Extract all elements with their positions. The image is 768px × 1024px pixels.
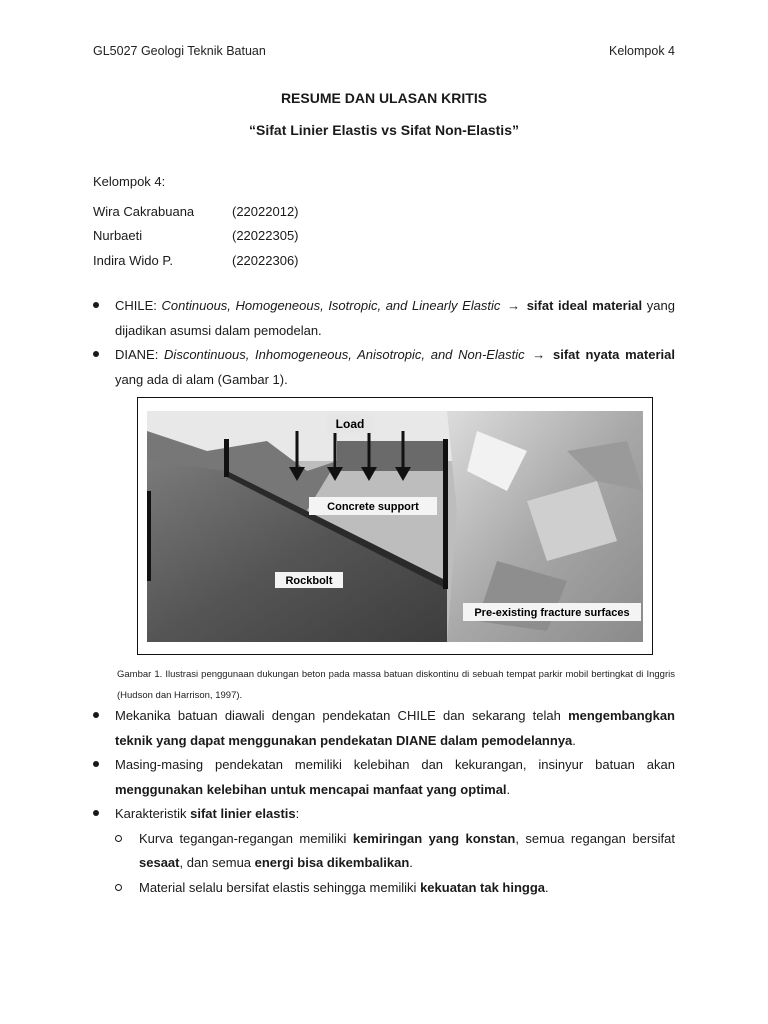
group-label: Kelompok 4: <box>93 174 166 189</box>
sub-bullet-ring-icon <box>115 835 122 842</box>
sub-bullet-item <box>93 827 675 876</box>
right-arrow-icon: → <box>532 347 546 362</box>
bullet-text: Masing-masing pendekatan memiliki kelebihan dan kekurangan, insinyur batuan akan <box>115 757 675 772</box>
figure-image <box>147 411 643 642</box>
member-row <box>93 224 299 249</box>
bullet-diane <box>93 343 675 392</box>
bullet-dot-icon <box>93 761 99 767</box>
sub-bullet-text: . <box>545 879 549 895</box>
member-nim: (22022012) <box>232 203 299 219</box>
bullet-text: . <box>572 732 576 748</box>
figure-label-load: Load <box>335 417 365 431</box>
bullet-prefix: DIANE: <box>115 347 165 362</box>
top-bullet-list <box>93 294 675 392</box>
sub-bullet-bold-text: kemiringan yang konstan <box>352 830 516 846</box>
bullet-text: Karakteristik <box>115 806 191 821</box>
bullet-text: . <box>506 781 511 797</box>
sub-bullet-bold-text: kekuatan tak hingga <box>420 879 546 895</box>
sub-bullet-text: . <box>409 855 413 870</box>
member-name: Indira Wido P. <box>93 252 173 268</box>
member-row <box>93 199 299 224</box>
bullet-prefix: CHILE: <box>115 298 162 313</box>
sub-bullet-text: Material selalu bersifat elastis sehingga memiliki <box>139 879 421 895</box>
document-subtitle: “Sifat Linier Elastis vs Sifat Non-Elastis” <box>249 122 519 138</box>
member-nim: (22022305) <box>232 228 299 244</box>
bullet-text: : <box>295 806 300 821</box>
sub-bullet-ring-icon <box>115 884 122 891</box>
bullet-item <box>93 704 675 753</box>
bullet-bold-text: sifat nyata material <box>553 347 675 362</box>
sub-bullet-text: Kurva tegangan-regangan memiliki <box>139 830 353 846</box>
bullet-dot-icon <box>93 302 99 308</box>
sub-bullet-bold-text: sesaat <box>139 855 180 870</box>
bullet-bold-text: menggunakan kelebihan untuk mencapai manfaat yang optimal <box>115 781 507 797</box>
sub-bullet-bold-text: energi bisa dikembalikan <box>254 855 410 870</box>
document-title: RESUME DAN ULASAN KRITIS <box>280 90 488 106</box>
figure-label-rockbolt: Rockbolt <box>285 575 333 587</box>
bullet-item <box>93 802 675 827</box>
member-list <box>93 199 299 273</box>
page-header <box>93 42 675 60</box>
figure-label-concrete: Concrete support <box>327 501 419 513</box>
figure-label-fracture: Pre-existing fracture surfaces <box>474 607 630 619</box>
bullet-dot-icon <box>93 712 99 718</box>
bullet-chile <box>93 294 675 343</box>
course-title: GL5027 Geologi Teknik Batuan <box>93 44 266 58</box>
bullet-italic-text: Continuous, Homogeneous, Isotropic, and Linearly Elastic <box>161 298 501 313</box>
group-name: Kelompok 4 <box>608 44 675 58</box>
bullet-item <box>93 753 675 802</box>
bottom-bullet-list <box>93 704 675 900</box>
bullet-bold-text: sifat ideal material <box>526 298 643 313</box>
bullet-italic-text: Discontinuous, Inhomogeneous, Anisotropic, and Non-Elastic <box>164 347 525 362</box>
sub-bullet-text: , semua regangan bersifat <box>515 830 675 846</box>
bullet-text: Mekanika batuan diawali dengan pendekatan CHILE dan sekarang telah <box>115 708 569 723</box>
member-name: Wira Cakrabuana <box>93 203 195 219</box>
figure-caption: Gambar 1. Ilustrasi penggunaan dukungan beton pada massa batuan diskontinu di sebuah tempat parkir mobil bertingkat di Inggris (Hudson dan Harrison, 1997). <box>117 669 675 701</box>
member-row <box>93 248 299 273</box>
bullet-dot-icon <box>93 351 99 357</box>
right-arrow-icon: → <box>507 298 521 313</box>
member-name: Nurbaeti <box>93 228 143 244</box>
member-nim: (22022306) <box>232 252 299 268</box>
bullet-text: yang ada di alam (Gambar 1). <box>115 371 288 387</box>
bullet-bold-text: sifat linier elastis <box>190 806 296 821</box>
sub-bullet-item <box>93 876 675 901</box>
bullet-text: yang dijadikan asumsi dalam pemodelan. <box>115 298 675 338</box>
figure-1 <box>137 397 653 655</box>
bullet-dot-icon <box>93 810 99 816</box>
sub-bullet-text: , dan semua <box>179 855 255 870</box>
bullet-bold-text: mengembangkan teknik yang dapat menggunakan pendekatan DIANE dalam pemodelannya <box>115 708 675 748</box>
